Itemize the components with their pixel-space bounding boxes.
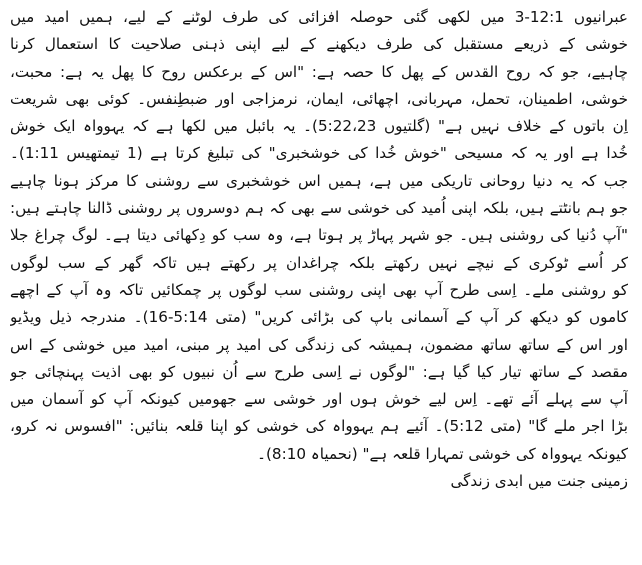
paragraph-line: بڑا اجر ملے گا" (متی 5:12)۔ آئیے ہم یہوواہ کی خوشی کو اپنا قلعہ بنائیں: "افسوس نہ کرو،: [10, 417, 628, 436]
paragraph-line: کیونکہ یہوواہ کی خوشی تمہارا قلعہ ہے" (نحمیاہ 8:10)۔: [257, 444, 628, 463]
paragraph-line: خُدا ہے اور یہ کہ مسیحی "خوش خُدا کی خوشخبری" کی تبلیغ کرتا ہے (1 تیمتھیس 1:11)۔: [10, 144, 628, 163]
paragraph-line: خوشی، اطمینان، تحمل، مہربانی، اچھائی، ایمان، نرمزاجی اور ضبطِنفس۔ کوئی بھی شریعت: [10, 89, 628, 108]
paragraph-line: کاموں کو دیکھ کر آپ کے آسمانی باپ کی بڑائی کریں" (متی 5:14-16)۔ مندرجہ ذیل ویڈیو: [10, 308, 628, 327]
paragraph-line: خوشی کے ذریعے مستقبل کی طرف دیکھنے کے لیے اپنی ذہنی صلاحیت کا استعمال کرنا: [10, 35, 628, 54]
paragraph-line: عبرانیوں 12:1-3 میں لکھی گئی حوصلہ افزائی کی طرف لوٹنے کے لیے، ہمیں امید میں: [10, 8, 628, 26]
paragraph-line: مقصد کے ساتھ تیار کیا گیا ہے: "لوگوں نے اِسی طرح سے اُن نبیوں کو بھی اذیت پہنچائی جو: [10, 362, 628, 381]
body-paragraph: [10, 4, 628, 468]
paragraph-line: اور اس کے ساتھ ساتھ مضمون، ہمیشہ کی زندگی کی امید پر مبنی، امید میں خوشی کے اس: [10, 335, 628, 354]
paragraph-line: اِن باتوں کے خلاف نہیں ہے" (گلتیوں 5:22،23)۔ یہ بائبل میں لکھا ہے کہ یہوواہ ایک خوش: [10, 117, 628, 136]
paragraph-line: جو ہم بانٹتے ہیں، بلکہ اپنی اُمید کی خوشی سے بھی کہ ہم دوسروں پر روشنی ڈالنا چاہتے ہیں:: [10, 199, 628, 218]
paragraph-line: کو روشنی ملے۔ اِسی طرح آپ بھی اپنی روشنی سب لوگوں پر چمکائیں تاکہ وہ آپ کے اچھے: [10, 280, 628, 299]
paragraph-line: کر اُسے ٹوکری کے نیچے نہیں رکھتے بلکہ چراغدان پر رکھتے ہیں تاکہ گھر کے سب لوگوں: [10, 253, 628, 272]
paragraph-line: "آپ دُنیا کی روشنی ہیں۔ جو شہر پہاڑ پر ہوتا ہے، وہ سب کو دِکھائی دیتا ہے۔ لوگ چراغ جلا: [10, 226, 628, 245]
paragraph-line: آپ سے پہلے آئے تھے۔ اِس لیے خوش ہوں اور خوشی سے جھومیں کیونکہ آپ کو آسمان میں: [10, 390, 628, 409]
paragraph-line: جب کہ یہ دنیا روحانی تاریکی میں ہے، ہمیں اس خوشخبری سے روشنی کا مرکز ہونا چاہیے: [10, 171, 628, 190]
paragraph-line: چاہیے، جو کہ روح القدس کے پھل کا حصہ ہے: "اس کے برعکس روح کا پھل یہ ہے: محبت،: [10, 62, 628, 81]
section-heading: زمینی جنت میں ابدی زندگی: [450, 472, 628, 491]
